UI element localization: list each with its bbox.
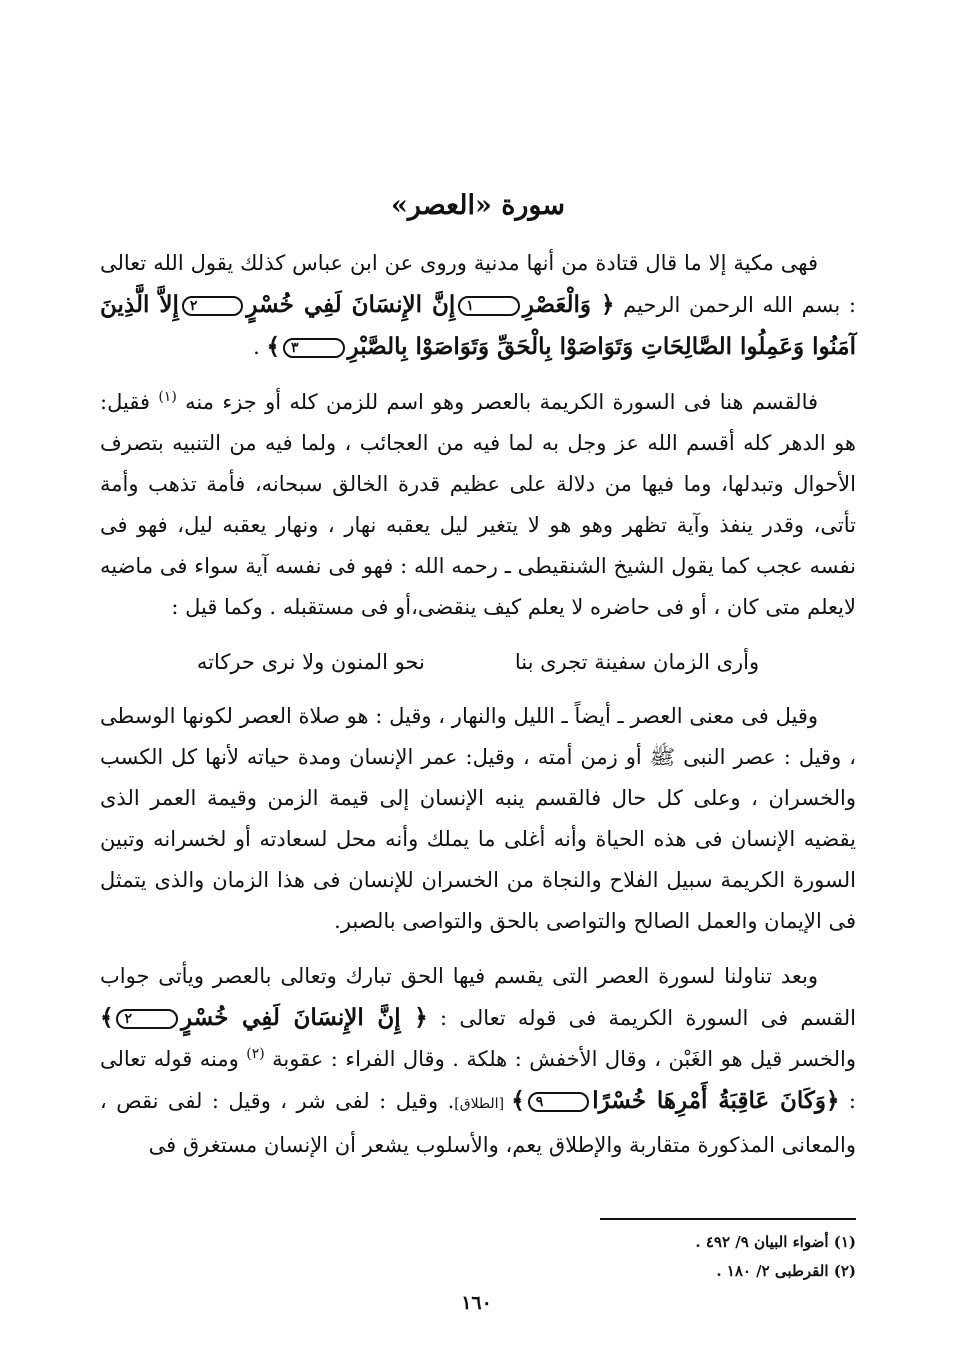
answer-text-c: ومنه قوله تعالى : bbox=[100, 1047, 856, 1113]
poetry-verse bbox=[100, 642, 856, 682]
footnotes bbox=[500, 1228, 856, 1286]
quran-verse-loss bbox=[100, 1004, 428, 1031]
intro-end: . bbox=[253, 335, 267, 359]
paragraph-oath bbox=[100, 382, 856, 628]
quran-text: إِلاَّ الَّذِينَ آمَنُوا وَعَمِلُوا الصَّالِحَاتِ وَتَوَاصَوْا بِالْحَقِّ وَتَوَاصَوْا بِالصَّبْرِ bbox=[100, 291, 856, 360]
ayah-marker: ٩ bbox=[528, 1092, 590, 1112]
verse-hemistich-first: وأرى الزمان سفينة تجرى بنا bbox=[514, 650, 760, 674]
quran-bracket: ﴾ bbox=[100, 1004, 114, 1031]
ayah-marker: ١ bbox=[458, 296, 520, 316]
quran-verse-talaq bbox=[511, 1087, 839, 1114]
oath-text-continued: فقيل: هو الدهر كله أقسم الله عز وجل به لما فيه من العجائب ، ولما فيه من التنبيه بتصرف الأحوال وتبدلها، وما فيها من دلالة على عظيم قدرة الخالق سبحانه، فأمة تذهب وأمة تأتى، وقدر ينفذ وآية تظهر وهو هو لا يتغير ليل يعقبه نهار ، ونهار يعقبه ليل، فهو فى نفسه عجب كما يقول الشيخ الشنقيطى ـ رحمه الله : فهو فى نفسه آية سواء فى ماضيه لايعلم متى كان ، أو فى حاضره لا يعلم كيف ينقضى،أو فى مستقبله . وكما قيل : bbox=[100, 390, 856, 619]
quran-text: ﴿ إِنَّ الإِنسَانَ لَفِي خُسْرٍ bbox=[181, 1004, 428, 1031]
footnote-divider bbox=[600, 1218, 856, 1220]
oath-text: فالقسم هنا فى السورة الكريمة بالعصر وهو اسم للزمن كله أو جزء منه bbox=[176, 390, 819, 414]
paragraph-intro bbox=[100, 243, 856, 368]
ayah-marker: ٢ bbox=[182, 296, 244, 316]
ayah-marker: ٢ bbox=[116, 1009, 178, 1029]
salutation-glyph: ﷺ bbox=[649, 745, 676, 769]
quran-text: ﴿ وَالْعَصْرِ bbox=[522, 291, 615, 318]
footnote-ref-2: (٢) bbox=[246, 1046, 265, 1062]
answer-text: وبعد تناولنا لسورة العصر التى يقسم فيها الحق تبارك وتعالى بالعصر ويأتى جواب القسم فى السورة الكريمة فى قوله تعالى : bbox=[100, 964, 856, 1030]
footnote-ref-1: (١) bbox=[158, 389, 177, 405]
paragraph-answer bbox=[100, 956, 856, 1166]
meaning-text: وقيل فى معنى العصر ـ أيضاً ـ الليل والنهار ، وقيل : هو صلاة العصر لكونها الوسطى ، وقيل : عصر النبى bbox=[100, 704, 856, 769]
verse-hemistich-second: نحو المنون ولا نرى حركاته bbox=[196, 650, 425, 674]
page-title: سورة «العصر» bbox=[391, 190, 565, 221]
quran-bracket: ﴾ bbox=[511, 1087, 525, 1114]
paragraph-meaning bbox=[100, 696, 856, 942]
answer-text-d: . وقيل : لفى شر ، وقيل : لفى نقص ، والمعانى المذكورة متقاربة والإطلاق يعم، والأسلوب يشعر أن الإنسان مستغرق فى bbox=[100, 1089, 856, 1157]
footnote-2: (٢) القرطبى ٢/ ١٨٠ . bbox=[716, 1262, 856, 1280]
page-body bbox=[100, 190, 856, 1180]
meaning-text-continued: أو زمن أمته ، وقيل: عمر الإنسان ومدة حياته لأنها كل الكسب والخسران ، وعلى كل حال فالقسم ينبه الإنسان إلى قيمة الزمن وقيمة العمر الذى يقضيه الإنسان فى هذه الحياة وأنه أغلى ما يملك وأنه محل لسعادته أو لخسرانه وتبين السورة الكريمة سبيل الفلاح والنجاة من الخسران للإنسان فى هذا الزمان والذى يتمثل فى الإيمان والعمل الصالح والتواصى بالحق والتواصى بالصبر. bbox=[100, 745, 856, 933]
surah-reference: [الطلاق] bbox=[454, 1096, 512, 1112]
footnote-1: (١) أضواء البيان ٩/ ٤٩٢ . bbox=[695, 1233, 856, 1251]
quran-text: إِنَّ الإِنسَانَ لَفِي خُسْرٍ bbox=[246, 291, 456, 318]
page-number: ١٦٠ bbox=[461, 1292, 492, 1314]
ayah-marker: ٣ bbox=[283, 338, 345, 358]
quran-text: ﴿وَكَانَ عَاقِبَةُ أَمْرِهَا خُسْرًا bbox=[592, 1087, 840, 1114]
intro-text: فهى مكية إلا ما قال قتادة من أنها مدنية وروى عن ابن عباس كذلك يقول الله تعالى : بسم الله الرحمن الرحيم bbox=[100, 251, 856, 317]
quran-bracket: ﴾ bbox=[266, 333, 281, 360]
answer-text-b: والخسر قيل هو الغَبْن ، وقال الأخفش : هلكة . وقال الفراء : عقوبة bbox=[264, 1047, 856, 1071]
